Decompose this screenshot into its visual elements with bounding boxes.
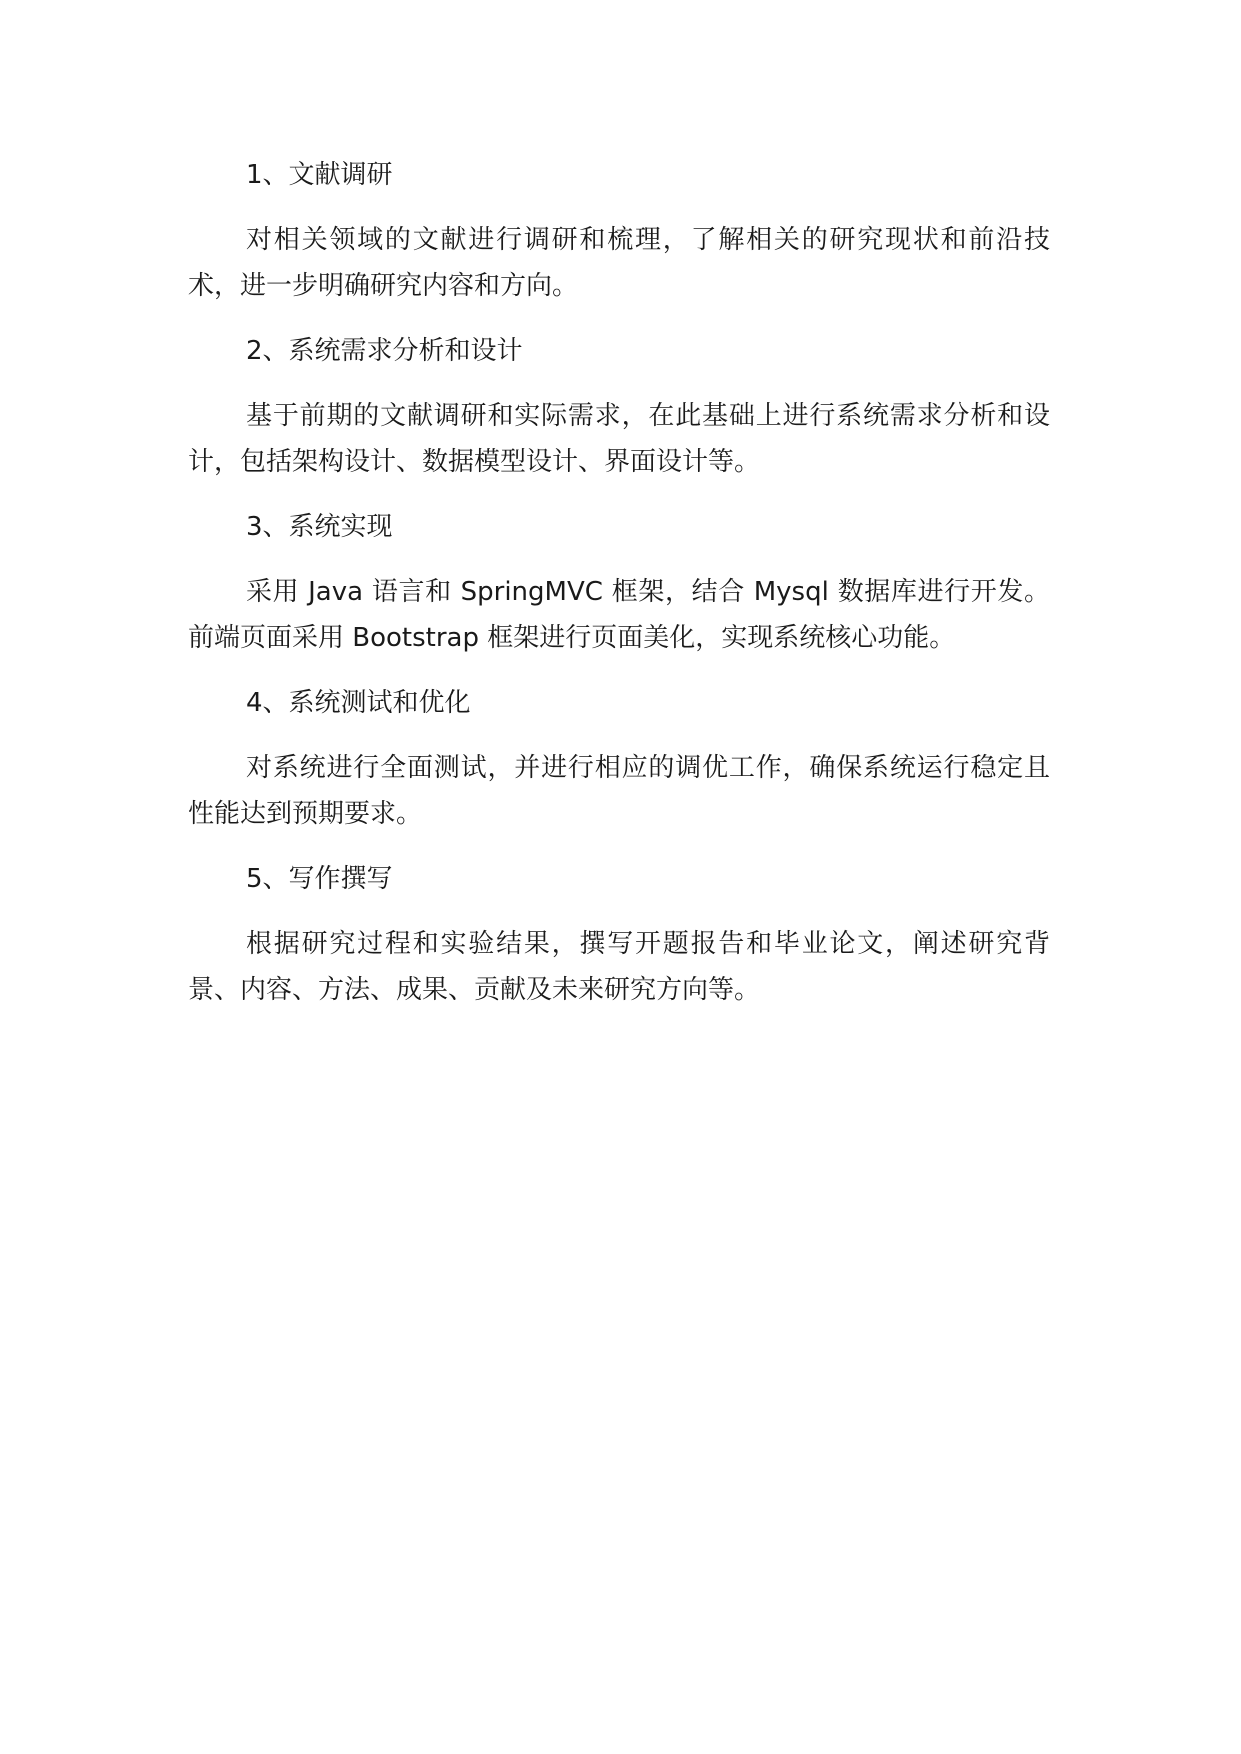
section-body-3: 采用 Java 语言和 SpringMVC 框架，结合 Mysql 数据库进行开发。前端页面采用 Bootstrap 框架进行页面美化，实现系统核心功能。: [188, 577, 1050, 653]
document-body: [188, 152, 1050, 1032]
section-heading-2: 2、系统需求分析和设计: [246, 336, 523, 366]
section-body-2: 基于前期的文献调研和实际需求，在此基础上进行系统需求分析和设计，包括架构设计、数据模型设计、界面设计等。: [188, 401, 1050, 477]
section-heading-3: 3、系统实现: [246, 512, 393, 542]
section-body-1: 对相关领域的文献进行调研和梳理，了解相关的研究现状和前沿技术，进一步明确研究内容和方向。: [188, 225, 1050, 301]
section-heading-1: 1、文献调研: [246, 160, 393, 190]
section-body-4: 对系统进行全面测试，并进行相应的调优工作，确保系统运行稳定且性能达到预期要求。: [188, 753, 1050, 829]
section-body-5: 根据研究过程和实验结果，撰写开题报告和毕业论文，阐述研究背景、内容、方法、成果、贡献及未来研究方向等。: [188, 929, 1050, 1005]
section-heading-4: 4、系统测试和优化: [246, 688, 471, 718]
section-heading-5: 5、写作撰写: [246, 864, 393, 894]
